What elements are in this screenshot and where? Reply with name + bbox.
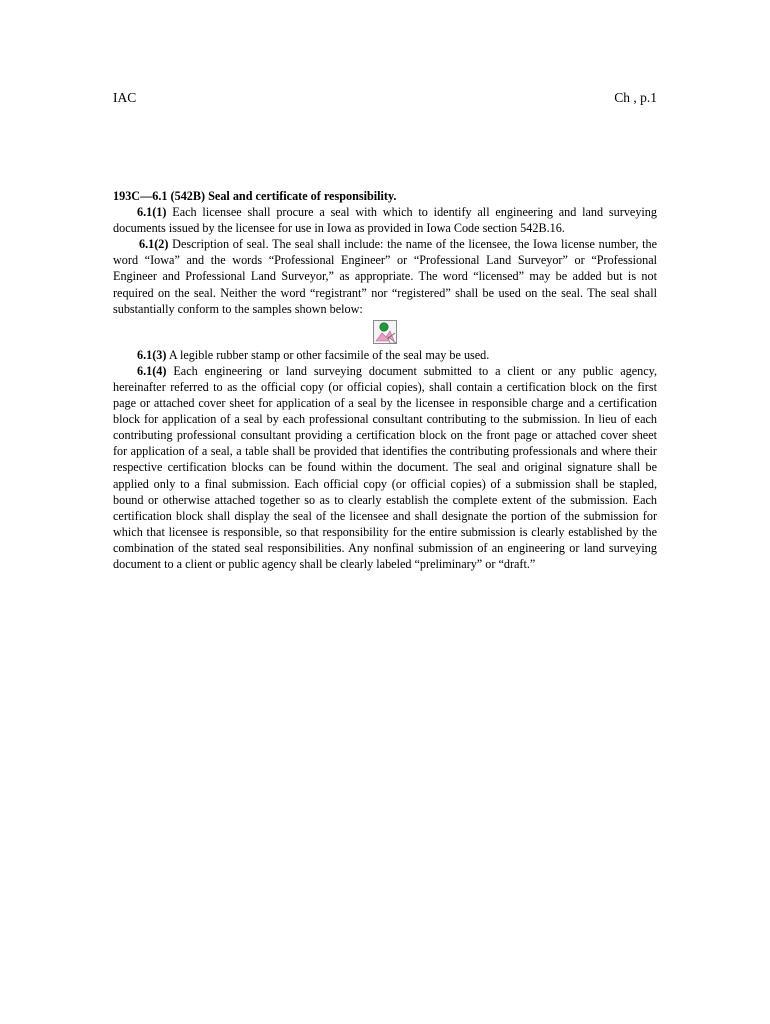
paragraph-text: Description of seal. The seal shall include: the name of the licensee, the Iowa license number, the word “Iowa” and the words “Professional Engineer” or “Professional Land Surveyor” or “Professional Engineer and Professional Land Surveyor,” as appropriate. The word “licensed” may be added but is not required on the seal. Neither the word “registrant” nor “registered” shall be used on the seal. The seal shall substantially conform to the samples shown below: [113,237,657,316]
paragraph-6-1-4 [113,363,657,572]
paragraph-6-1-2 [113,236,657,316]
paragraph-6-1-1 [113,204,657,236]
header-left: IAC [113,90,137,105]
paragraph-text: Each engineering or land surveying document submitted to a client or any public agency, hereinafter referred to as the official copy (or official copies), shall contain a certification block on the first page or attached cover sheet for application of a seal by the licensee in responsible charge and a certification block for application of a seal by each professional consultant contributing to the submission. In lieu of each contributing professional consultant providing a certification block on the front page or attached cover sheet for application of a seal, a table shall be provided that identifies the contributing professionals and where their respective certification blocks can be found within the document. The seal and original signature shall be applied only to a final submission. Each official copy (or official copies) of a submission shall be stapled, bound or otherwise attached together so as to clearly establish the complete extent of the submission. Each certification block shall display the seal of the licensee and shall designate the portion of the submission for which that licensee is responsible, so that responsibility for the entire submission is clearly established by the combination of the stated seal responsibilities. Any nonfinal submission of an engineering or land surveying document to a client or public agency shall be clearly labeled “preliminary” or “draft.” [113,363,657,571]
header-right: Ch , p.1 [614,90,657,105]
broken-image-icon [372,319,398,345]
seal-sample-image [113,317,657,347]
paragraph-text: A legible rubber stamp or other facsimile of the seal may be used. [166,347,490,362]
paragraph-6-1-3 [113,347,657,363]
paragraph-number: 6.1(4) [137,363,167,378]
paragraph-number: 6.1(2) [139,237,169,252]
paragraph-number: 6.1(3) [137,347,167,362]
paragraph-number: 6.1(1) [137,205,167,220]
rule-content [113,188,657,572]
rule-title: 193C—6.1 (542B) Seal and certificate of responsibility. [113,189,397,203]
paragraph-text: Each licensee shall procure a seal with which to identify all engineering and land surveying documents issued by the licensee for use in Iowa as provided in Iowa Code section 542B.16. [113,205,657,236]
page-header [113,90,657,106]
